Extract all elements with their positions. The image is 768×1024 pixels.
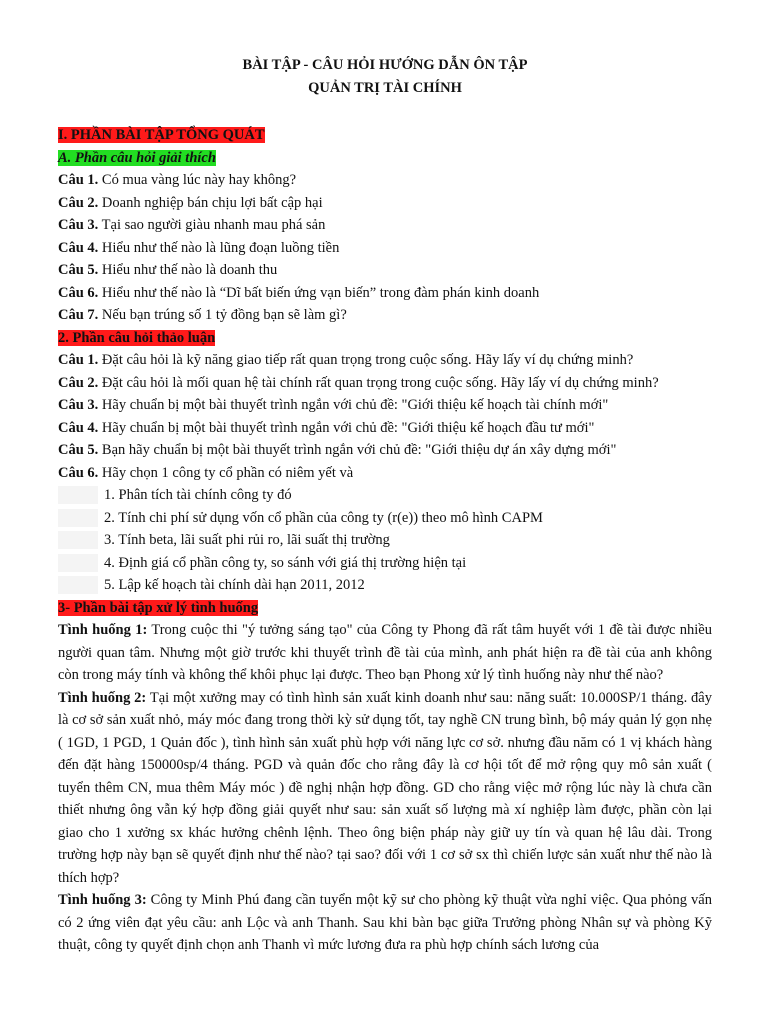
question-label: Câu 6. — [58, 284, 99, 301]
question-item — [58, 439, 712, 462]
question-label: Câu 2. — [58, 374, 99, 391]
case-text: Trong cuộc thi "ý tưởng sáng tạo" của Công ty Phong đã rất tâm huyết với 1 đề tài được nhiều người quan tâm. Nhưng một giờ trước khi thuyết trình đề tài của mình, anh phát hiện ra đề tài của anh không còn trong máy tính và không thể khôi phục lại được. Theo bạn Phong xử lý tình huống này như thế nào? — [58, 622, 712, 683]
question-label: Câu 3. — [58, 217, 99, 233]
question-text: Tại sao người giàu nhanh mau phá sản — [98, 217, 326, 233]
case-text: Công ty Minh Phú đang cần tuyển một kỹ sư cho phòng kỹ thuật vừa nghỉ việc. Qua phỏng vấn có 2 ứng viên đạt yêu cầu: anh Lộc và anh Thanh. Sau khi bàn bạc giữa Trưởng phòng Nhân sự và phòng Kỹ thuật, công ty quyết định chọn anh Thanh vì mức lương đưa ra phù hợp chính sách lương của — [58, 892, 712, 953]
question-text: Hiểu như thế nào là “Dĩ bất biến ứng vạn biến” trong đàm phán kinh doanh — [98, 284, 540, 301]
section-3-heading-row — [58, 597, 712, 620]
question-label: Câu 3. — [58, 397, 99, 413]
question-item — [58, 417, 712, 440]
question-text: Hãy chọn 1 công ty cổ phần có niêm yết và — [98, 464, 354, 481]
question-text: Đặt câu hỏi là kỹ năng giao tiếp rất quan trọng trong cuộc sống. Hãy lấy ví dụ chứng minh? — [98, 352, 634, 368]
question-item — [58, 192, 712, 215]
sub-list-item — [58, 529, 712, 552]
case-paragraph — [58, 889, 712, 957]
sub-item-text: 2. Tính chi phí sử dụng vốn cổ phần của công ty (r(e)) theo mô hình CAPM — [104, 509, 543, 526]
question-label: Câu 4. — [58, 419, 99, 436]
question-label: Câu 1. — [58, 172, 99, 188]
tab-leader — [58, 576, 98, 594]
sub-list-item — [58, 574, 712, 597]
question-item — [58, 462, 712, 485]
document-page — [58, 54, 712, 957]
section-a-heading: A. Phần câu hỏi giải thích — [58, 149, 216, 166]
question-label: Câu 2. — [58, 194, 99, 211]
case-text: Tại một xưởng may có tình hình sản xuất kinh doanh như sau: năng suất: 10.000SP/1 tháng. đây là cơ sở sản xuất nhỏ, máy móc đang trong thời kỳ sử dụng tốt, tay nghề CN trung bình, bộ máy quản lý gọn nhẹ ( 1GD, 1 PGD, 1 Quản đốc ), tình hình sản xuất phù hợp với năng lực cơ sở. nhưng đầu năm có 1 vị khách hàng đến đặt hàng 150000sp/4 tháng. PGD và quản đốc cho rằng đây là cơ hội tốt để mở rộng quy mô sản xuất ( tuyển thêm CN, mua thêm Máy móc ) đề nghị nhận hợp đồng. GD cho rằng việc mở rộng lúc này là chưa cần thiết nhưng ông vẫn ký hợp đồng giải quyết như sau: sản xuất số lượng mà xí nghiệp làm được, phần còn lại giao cho 1 xưởng sx khác hưởng chênh lệnh. Theo ông biện pháp này giữ uy tín và quan hệ lâu dài. Trong trường hợp này bạn sẽ quyết định như thế nào? tại sao? đối với 1 cơ sở sx thì chiến lược sản xuất như thế nào là thích hợp? — [58, 689, 712, 886]
section-2-heading: 2. Phần câu hỏi thảo luận — [58, 329, 216, 346]
section-3-heading: 3- Phần bài tập xử lý tình huống — [58, 599, 259, 616]
question-text: Nếu bạn trúng số 1 tỷ đồng bạn sẽ làm gì? — [98, 307, 347, 323]
question-item — [58, 282, 712, 305]
case-label: Tình huống 2: — [58, 689, 147, 706]
tab-leader — [58, 531, 98, 549]
question-text: Hiểu như thế nào là lũng đoạn luồng tiền — [98, 239, 340, 256]
sub-item-text: 3. Tính beta, lãi suất phi rủi ro, lãi suất thị trường — [104, 532, 390, 548]
tab-leader — [58, 509, 98, 527]
question-item — [58, 304, 712, 327]
question-label: Câu 6. — [58, 464, 99, 481]
question-item — [58, 237, 712, 260]
part1-heading: I. PHẦN BÀI TẬP TỔNG QUÁT — [58, 127, 265, 143]
question-item — [58, 259, 712, 282]
case-label: Tình huống 1: — [58, 622, 148, 638]
question-item — [58, 214, 712, 237]
sub-item-text: 4. Định giá cổ phần công ty, so sánh với giá thị trường hiện tại — [104, 554, 467, 571]
sub-list-item — [58, 507, 712, 530]
section-2-heading-row — [58, 327, 712, 350]
question-text: Hãy chuẩn bị một bài thuyết trình ngắn với chủ đề: "Giới thiệu kế hoạch tài chính mới" — [98, 397, 609, 413]
question-text: Hãy chuẩn bị một bài thuyết trình ngắn với chủ đề: "Giới thiệu kế hoạch đầu tư mới" — [98, 419, 595, 436]
question-text: Bạn hãy chuẩn bị một bài thuyết trình ngắn với chủ đề: "Giới thiệu dự án xây dựng mới" — [98, 442, 617, 458]
question-text: Doanh nghiệp bán chịu lợi bất cập hại — [98, 194, 323, 211]
question-item — [58, 372, 712, 395]
question-item — [58, 349, 712, 372]
sub-item-text: 1. Phân tích tài chính công ty đó — [104, 487, 292, 503]
sub-item-text: 5. Lập kế hoạch tài chính dài hạn 2011, 2012 — [104, 577, 365, 593]
question-text: Hiểu như thế nào là doanh thu — [98, 262, 278, 278]
tab-leader — [58, 554, 98, 572]
question-text: Có mua vàng lúc này hay không? — [98, 172, 297, 188]
question-label: Câu 4. — [58, 239, 99, 256]
sub-list-item — [58, 552, 712, 575]
part1-heading-row — [58, 124, 712, 147]
document-title-line-2: QUẢN TRỊ TÀI CHÍNH — [308, 80, 462, 96]
question-label: Câu 7. — [58, 307, 99, 323]
section-a-heading-row — [58, 147, 712, 170]
case-paragraph — [58, 687, 712, 890]
question-label: Câu 1. — [58, 352, 99, 368]
case-paragraph — [58, 619, 712, 687]
question-item — [58, 394, 712, 417]
spacer — [58, 100, 712, 124]
document-title-line-1: BÀI TẬP - CÂU HỎI HƯỚNG DẪN ÔN TẬP — [242, 57, 528, 73]
question-item — [58, 169, 712, 192]
question-label: Câu 5. — [58, 262, 99, 278]
case-label: Tình huống 3: — [58, 892, 147, 908]
tab-leader — [58, 486, 98, 504]
question-label: Câu 5. — [58, 442, 99, 458]
sub-list-item — [58, 484, 712, 507]
question-text: Đặt câu hỏi là mối quan hệ tài chính rất quan trọng trong cuộc sống. Hãy lấy ví dụ chứng minh? — [98, 374, 659, 391]
